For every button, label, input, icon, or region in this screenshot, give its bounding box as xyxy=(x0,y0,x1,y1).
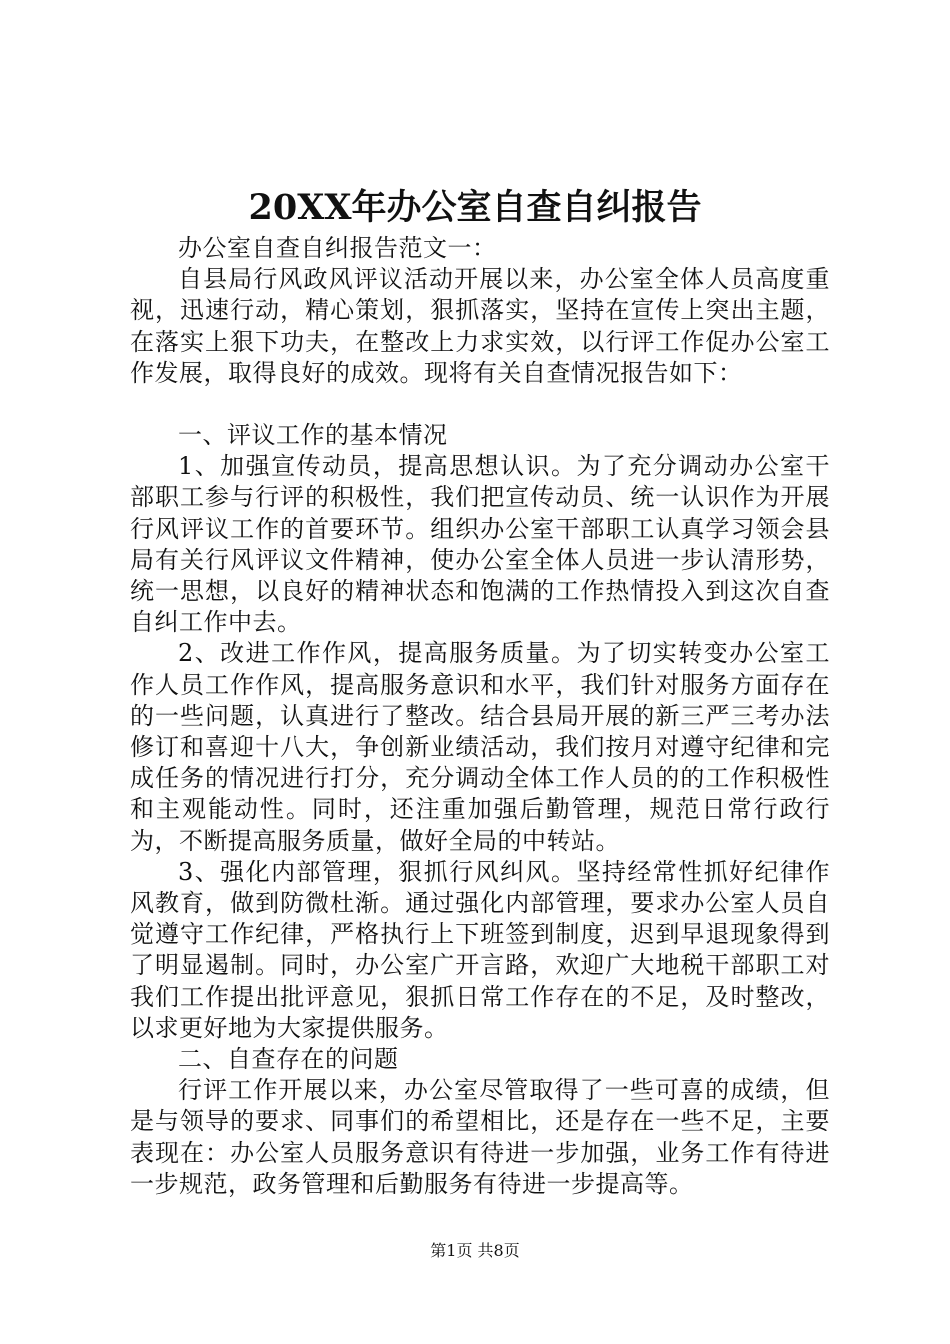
paragraph-intro: 自县局行风政风评议活动开展以来，办公室全体人员高度重视，迅速行动，精心策划，狠抓落实，坚持在宣传上突出主题，在落实上狠下功夫，在整改上力求实效，以行评工作促办公室工作发展，取得良好的成效。现将有关自查情况报告如下： xyxy=(130,265,830,387)
paragraph-spacer xyxy=(130,389,830,420)
paragraph-problems: 行评工作开展以来，办公室尽管取得了一些可喜的成绩，但是与领导的要求、同事们的希望相比，还是存在一些不足，主要表现在：办公室人员服务意识有待进一步加强，业务工作有待进一步规范，政务管理和后勤服务有待进一步提高等。 xyxy=(130,1076,830,1198)
paragraph-item-3: 3、强化内部管理，狠抓行风纠风。坚持经常性抓好纪律作风教育，做到防微杜渐。通过强化内部管理，要求办公室人员自觉遵守工作纪律，严格执行上下班签到制度，迟到早退现象得到了明显遏制。同时，办公室广开言路，欢迎广大地税干部职工对我们工作提出批评意见，狠抓日常工作存在的不足，及时整改，以求更好地为大家提供服务。 xyxy=(130,857,830,1042)
section-heading-1: 一、评议工作的基本情况 xyxy=(178,421,448,450)
paragraph-item-1: 1、加强宣传动员，提高思想认识。为了充分调动办公室干部职工参与行评的积极性，我们把宣传动员、统一认识作为开展行风评议工作的首要环节。组织办公室干部职工认真学习领会县局有关行风评议文件精神，使办公室全体人员进一步认清形势，统一思想，以良好的精神状态和饱满的工作热情投入到这次自查自纠工作中去。 xyxy=(130,452,830,637)
intro-label: 办公室自查自纠报告范文一： xyxy=(178,234,497,262)
document-title: 20XX年办公室自查自纠报告 xyxy=(248,187,702,228)
page-footer: 第1页 共8页 xyxy=(430,1241,520,1260)
section-heading-2: 二、自查存在的问题 xyxy=(178,1045,399,1074)
document-body xyxy=(130,233,830,1200)
paragraph-item-2: 2、改进工作作风，提高服务质量。为了切实转变办公室工作人员工作作风，提高服务意识和水平，我们针对服务方面存在的一些问题，认真进行了整改。结合县局开展的新三严三考办法修订和喜迎十八大，争创新业绩活动，我们按月对遵守纪律和完成任务的情况进行打分，充分调动全体工作人员的的工作积极性和主观能动性。同时，还注重加强后勤管理，规范日常行政行为，不断提高服务质量，做好全局的中转站。 xyxy=(130,639,830,855)
